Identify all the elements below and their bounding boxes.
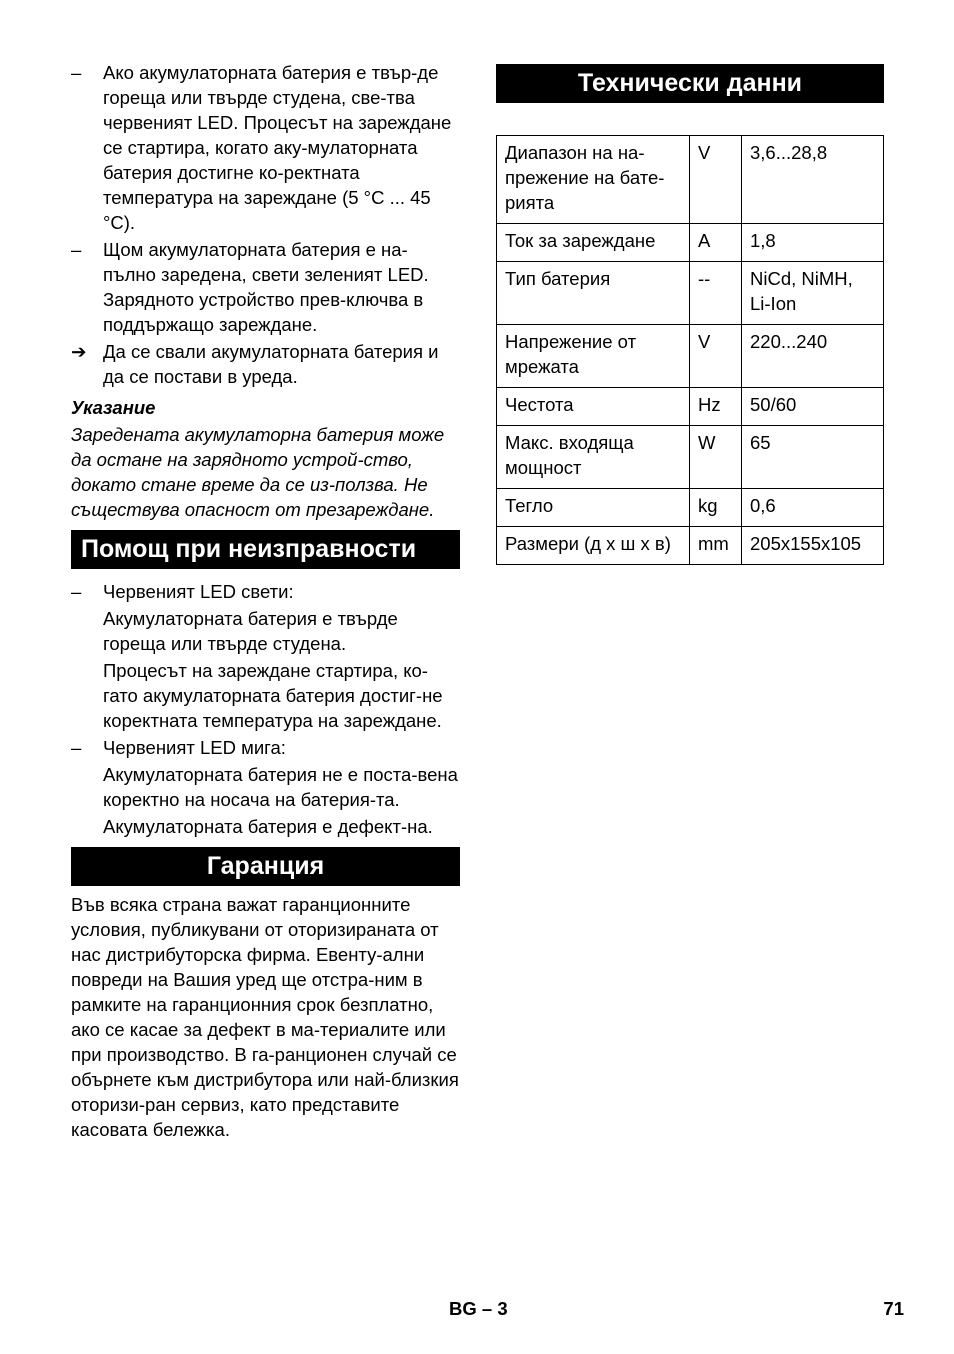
list-item <box>71 735 460 760</box>
table-cell: Честота <box>497 388 690 426</box>
table-cell: 65 <box>742 426 884 489</box>
table-cell: Тип батерия <box>497 262 690 325</box>
table-cell: Напрежение от мрежата <box>497 325 690 388</box>
list-item <box>71 579 460 604</box>
warranty-text: Във всяка страна важат гаранционните условия, публикувани от оторизираната от нас дистрибуторска фирма. Евенту-ални повреди на Вашия уред ще отстра-ним в рамките на гаранционния срок безплатно, ако се касае за дефект в ма-териалите или при производство. В га-ранционен случай се обърнете към дистрибутора или най-близкия оторизи-ран сервиз, като представите касовата бележка. <box>71 894 459 1140</box>
section-title-troubleshooting: Помощ при неизправности <box>71 530 460 569</box>
dash-marker: – <box>71 239 82 260</box>
table-cell: 205x155x105 <box>742 527 884 565</box>
left-column <box>71 60 460 1142</box>
list-subitem: Процесът на зареждане стартира, ко-гато акумулаторната батерия достиг-не коректната температура на зареждане. <box>103 660 443 731</box>
list-item-text: Да се свали акумулаторната батерия и да се постави в уреда. <box>103 341 439 387</box>
table-cell: -- <box>690 262 742 325</box>
dash-marker: – <box>71 62 82 83</box>
table-row <box>497 388 884 426</box>
list-subitem: Акумулаторната батерия не е поста-вена коректно на носача на батерия-та. <box>103 764 458 810</box>
page-number: 71 <box>883 1298 904 1319</box>
table-cell: Тегло <box>497 489 690 527</box>
list-item-text: Червеният LED свети: <box>103 581 294 602</box>
table-row <box>497 136 884 224</box>
list-subitem: Акумулаторната батерия е твърде гореща или твърде студена. <box>103 608 398 654</box>
list-item-text: Червеният LED мига: <box>103 737 286 758</box>
fault-list <box>71 579 460 839</box>
table-cell: mm <box>690 527 742 565</box>
table-cell: Ток за зареждане <box>497 224 690 262</box>
table-row <box>497 426 884 489</box>
table-cell: V <box>690 325 742 388</box>
table-cell: NiCd, NiMH, Li-Ion <box>742 262 884 325</box>
table-cell: Макс. входяща мощност <box>497 426 690 489</box>
footer-section-label: BG – 3 <box>449 1298 508 1319</box>
section-title-technical-data: Технически данни <box>496 64 884 103</box>
table-cell: W <box>690 426 742 489</box>
table-cell: 3,6...28,8 <box>742 136 884 224</box>
note-heading: Указание <box>71 397 156 418</box>
table-cell: Размери (д х ш х в) <box>497 527 690 565</box>
arrow-right-icon: ➔ <box>71 341 87 362</box>
table-row <box>497 489 884 527</box>
technical-data-table <box>496 135 884 565</box>
table-row <box>497 262 884 325</box>
table-cell: 0,6 <box>742 489 884 527</box>
table-cell: 220...240 <box>742 325 884 388</box>
dash-marker: – <box>71 737 82 758</box>
list-item <box>71 60 460 235</box>
dash-marker: – <box>71 581 82 602</box>
table-cell: kg <box>690 489 742 527</box>
table-row <box>497 325 884 388</box>
list-item-text: Ако акумулаторната батерия е твър-де гореща или твърде студена, све-тва червеният LED. Процесът на зареждане се стартира, когато аку-мулаторната батерия достигне ко-ректната температура на зареждане (5 °C ... 45 °C). <box>103 62 452 233</box>
table-cell: 1,8 <box>742 224 884 262</box>
list-subitem: Акумулаторната батерия е дефект-на. <box>103 816 433 837</box>
table-row <box>497 527 884 565</box>
table-cell: A <box>690 224 742 262</box>
section-title-warranty: Гаранция <box>71 847 460 886</box>
instruction-list <box>71 60 460 389</box>
table-cell: Hz <box>690 388 742 426</box>
list-item <box>71 339 460 389</box>
table-row <box>497 224 884 262</box>
note-text: Заредената акумулаторна батерия може да остане на зарядното устрой-ство, докато стане време да се из-ползва. Не съществува опасност от презареждане. <box>71 424 445 520</box>
list-item <box>71 237 460 337</box>
list-item-text: Щом акумулаторната батерия е на-пълно заредена, свети зеленият LED. Зарядното устройство прев-ключва в поддържащо зареждане. <box>103 239 429 335</box>
right-column <box>496 64 884 565</box>
table-cell: V <box>690 136 742 224</box>
table-cell: Диапазон на на-прежение на бате-рията <box>497 136 690 224</box>
table-cell: 50/60 <box>742 388 884 426</box>
